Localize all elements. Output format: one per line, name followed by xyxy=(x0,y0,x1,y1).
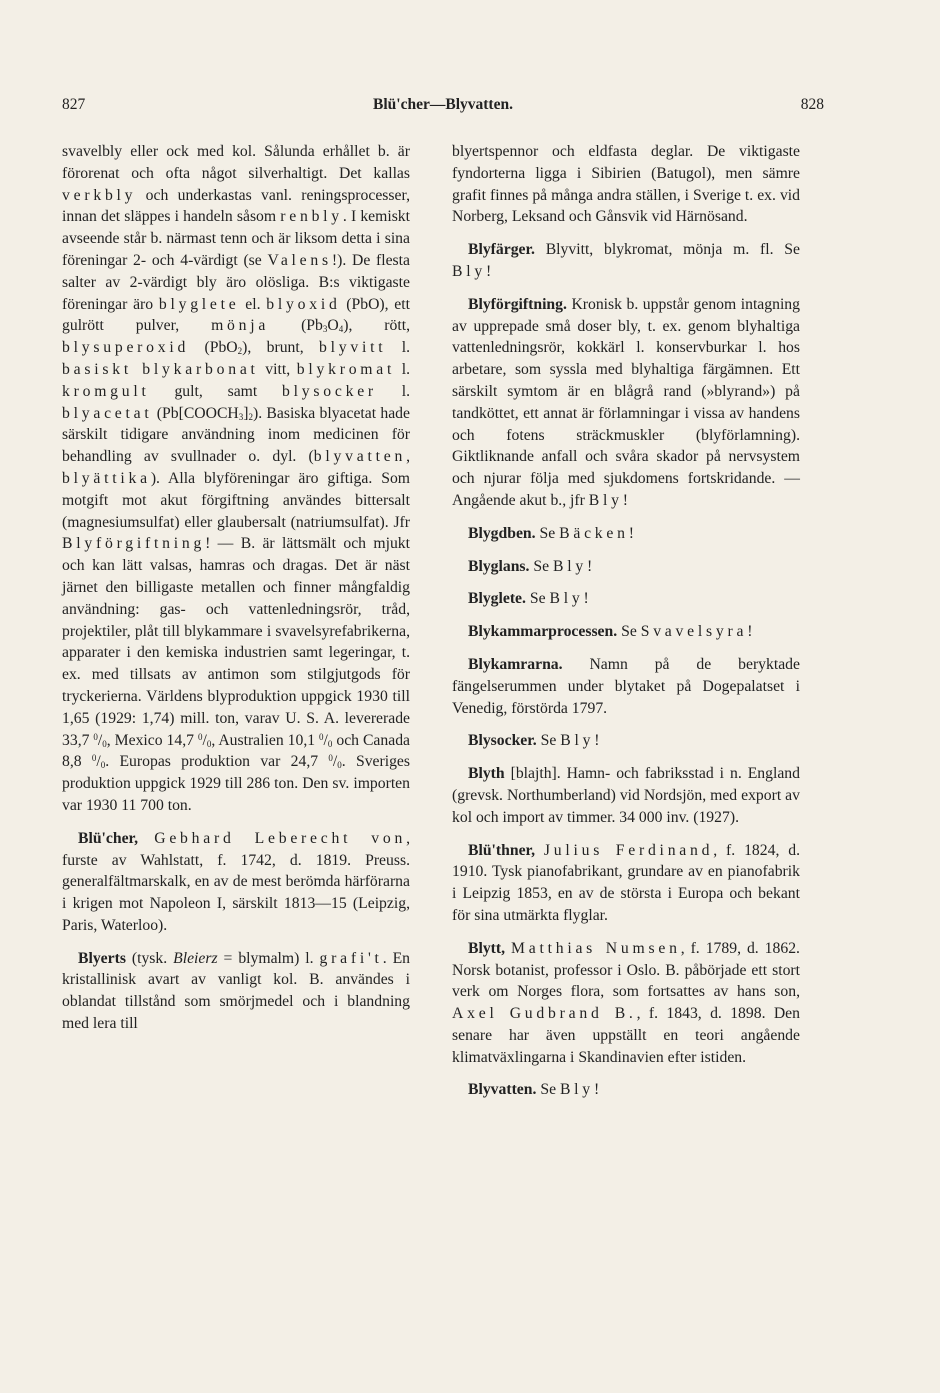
entry-text: (Pb[COOCH xyxy=(152,404,239,422)
entry-headword: Blykammarprocessen. xyxy=(468,623,618,641)
entry-text: 3 xyxy=(322,324,328,335)
spaced-term: renbly xyxy=(280,208,343,226)
entry-text: och Canada 8,8 xyxy=(62,731,411,771)
entry-blyth xyxy=(452,763,800,828)
entry-text: . Europas produktion var 24,7 xyxy=(105,753,329,771)
entry-text: 3 xyxy=(238,411,244,422)
entry-text: 0 xyxy=(319,731,324,742)
entry-blytt xyxy=(452,938,800,1069)
entry-text: O xyxy=(327,317,339,335)
entry-headword: Blykamrarna. xyxy=(468,655,563,673)
spaced-term: grafi't xyxy=(319,949,383,967)
entry-text: ! xyxy=(593,1081,600,1099)
spaced-term: Bly xyxy=(588,491,623,509)
spaced-term: blyglete xyxy=(158,295,240,313)
spaced-term: Gebhard Leberecht von xyxy=(154,829,407,847)
spaced-term: Valens xyxy=(267,251,332,269)
entry-text: . I kemiskt avseende står b. närmast tenn och är liksom detta i sina föreningar 2- och 4-värdigt (se xyxy=(62,208,411,269)
entry-text: / xyxy=(202,731,207,749)
entry-text: (tysk. xyxy=(125,949,174,967)
entry-text: ), brunt, xyxy=(242,339,320,357)
entry-text: , furste av Wahlstatt, f. 1742, d. 1819. Preuss. generalfältmarskalk, en av de mest berömda härförarna i krigen mot Napoleon I, särskilt 1813—15 (Leipzig, Paris, Waterloo). xyxy=(62,829,410,934)
entry-text: Blyvitt, blykromat, mönja m. fl. Se xyxy=(534,241,800,259)
spaced-term: Matthias Numsen xyxy=(511,939,681,957)
spaced-term: Bly xyxy=(553,557,587,575)
entry-blyerts xyxy=(62,948,410,1035)
entry-text: svavelbly eller ock med kol. Sålunda erhållet b. är förorenat och ofta något silverhaltigt. Det kallas xyxy=(62,143,410,182)
entry-bluthner xyxy=(452,840,800,927)
entry-text: . En kristallinisk avart av vanligt kol. B. användes i oblandat tillstånd som smörjmedel och i blandning med lera till xyxy=(62,949,410,1033)
entry-text: vitt, xyxy=(258,360,297,378)
spaced-term: Bly xyxy=(560,732,595,750)
entry-blucher xyxy=(62,828,410,937)
entry-bly_cont xyxy=(62,141,410,817)
entry-text: Se xyxy=(525,590,550,608)
spaced-term: blyvatten xyxy=(313,448,407,466)
entry-text: / xyxy=(97,731,103,749)
entry-text: l. xyxy=(376,382,410,400)
spaced-term: mönja xyxy=(211,317,270,335)
running-title: Blü'cher—Blyvatten. xyxy=(373,96,513,113)
entry-text: , f. 1843, d. 1898. Den senare har även uppställt en teori angående klimatväxlingarna i Skandinavien efter istiden. xyxy=(452,1005,800,1066)
entry-blyglans xyxy=(452,556,800,578)
entry-text: ), rött, xyxy=(343,317,411,335)
entry-text: gult, samt xyxy=(149,382,283,400)
spaced-term: Bly xyxy=(452,262,486,280)
entry-text: (Pb xyxy=(269,317,323,335)
entry-text: Se xyxy=(536,1081,560,1099)
entry-blyglete xyxy=(452,588,800,610)
spaced-term: Bäcken xyxy=(559,524,629,542)
entry-text xyxy=(535,842,544,859)
right-column xyxy=(452,141,800,1101)
spaced-term: Axel Gudbrand B. xyxy=(452,1005,637,1023)
spaced-term: blyacetat xyxy=(62,404,153,422)
entry-headword: Blyfärger. xyxy=(468,241,535,259)
entry-text: ! xyxy=(485,262,492,280)
entry-text: ). Alla blyföreningar äro giftiga. Som motgift mot akut förgiftning användes bittersalt (magnesiumsulfat) eller glaubersalt (natriumsulfat). Jfr xyxy=(62,469,410,531)
entry-blyfarger xyxy=(452,239,800,283)
page-number-right: 828 xyxy=(800,96,824,113)
spaced-term: Bly xyxy=(549,590,584,608)
entry-text: el. xyxy=(239,295,267,313)
entry-text: 0 xyxy=(93,731,98,742)
entry-headword: Blü'thner, xyxy=(468,841,535,859)
entry-blysocker xyxy=(452,730,800,752)
entry-headword: Blyvatten. xyxy=(468,1081,537,1099)
spaced-term: blysocker xyxy=(282,382,377,400)
entry-text: 0 xyxy=(337,760,342,771)
spaced-term: blyoxid xyxy=(266,295,341,313)
entry-text: Se xyxy=(617,623,641,641)
entry-text: 0 xyxy=(328,753,333,764)
entry-text: 4 xyxy=(338,324,344,335)
entry-text: ! xyxy=(583,590,589,608)
entry-text: = blymalm) l. xyxy=(217,949,320,967)
entry-text: Se xyxy=(536,732,561,750)
entry-text xyxy=(138,830,154,847)
entry-blykamrarna xyxy=(452,654,800,719)
spaced-term: blykromat xyxy=(296,360,396,378)
spaced-term: kromgult xyxy=(62,382,150,400)
entry-text: 0 xyxy=(91,753,97,764)
entry-blyerts_cont xyxy=(452,141,800,228)
spaced-term: basiskt blykarbonat xyxy=(62,360,259,378)
page-number-left: 827 xyxy=(62,96,86,113)
entry-blyvatten xyxy=(452,1079,800,1101)
entry-text: ! xyxy=(622,491,629,509)
entry-text: ! xyxy=(594,732,600,750)
entry-blygdben xyxy=(452,523,800,545)
entry-text: ). Basiska blyacetat hade särskilt tidigare användning inom medicinen för behandling av svullnader o. dyl. ( xyxy=(62,404,410,466)
entry-text: Se xyxy=(529,557,553,575)
entry-text: blyertspennor och eldfasta deglar. De viktigaste fyndorterna ligga i Sibirien (Batugol), men sämre grafit finnes på många andra ställen, i Sverige t. ex. vid Norberg, Leksand och Gånsvik vid Härnösand. xyxy=(452,143,800,226)
spaced-term: blysuperoxid xyxy=(62,339,190,357)
entry-text: ! xyxy=(747,623,753,641)
entry-text: 0 xyxy=(327,738,333,749)
entry-headword: Blyförgiftning. xyxy=(468,295,567,313)
entry-headword: Blyglete. xyxy=(468,590,526,608)
entry-text: / xyxy=(96,753,101,771)
entry-headword: Blyerts xyxy=(78,949,126,967)
entry-blyforgiftning xyxy=(452,294,800,512)
entry-text: 0 xyxy=(100,760,106,771)
entry-text: 2 xyxy=(248,411,253,422)
spaced-term: Bly xyxy=(559,1081,594,1099)
entry-text: , Australien 10,1 xyxy=(211,731,320,749)
spaced-term: blyättika xyxy=(62,469,151,487)
entry-text: ] xyxy=(243,404,249,422)
entry-text: Namn på de beryktade fängelserummen under blytaket på Dogepalatset i Venedig, förstörda 1797. xyxy=(452,655,800,717)
entry-text: 2 xyxy=(237,346,243,357)
spaced-term: blyvitt xyxy=(319,339,387,357)
entry-text: ! xyxy=(586,557,593,575)
entry-text: Bleierz xyxy=(173,949,218,967)
entry-text: och underkastas vanl. reningsprocesser, innan det släppes i handeln såsom xyxy=(62,186,410,226)
entry-headword: Blyth xyxy=(468,765,505,783)
entry-text: , xyxy=(406,448,410,466)
entry-headword: Blü'cher, xyxy=(78,829,138,847)
entry-headword: Blyglans. xyxy=(468,557,530,575)
spaced-term: Julius Ferdinand xyxy=(543,841,714,859)
entry-headword: Blygdben. xyxy=(468,524,536,542)
page-header xyxy=(62,96,824,120)
spaced-term: Svavelsyra xyxy=(640,623,748,641)
left-column xyxy=(62,141,410,1035)
entry-text: , f. 1824, d. 1910. Tysk pianofabrikant, grundare av en pianofabrik i Leipzig 1853, en av de största i Europa och bekant för sina utmärkta flyglar. xyxy=(452,841,801,924)
entry-text: l. xyxy=(395,360,411,378)
entry-text: (PbO), ett gulrött pulver, xyxy=(62,295,410,335)
entry-text: Se xyxy=(535,524,560,542)
entry-text: / xyxy=(332,753,338,771)
entry-text: 0 xyxy=(197,731,203,742)
entry-text: 0 xyxy=(206,738,212,749)
entry-text: l. xyxy=(386,339,411,357)
entry-text: , Mexico 14,7 xyxy=(106,731,198,749)
spaced-term: Blyförgiftning xyxy=(62,535,206,553)
entry-text: [blajth]. Hamn- och fabriksstad i n. England (grevsk. Northumberland) vid Nordsjön, med export av kol och import av timmer. 34 000 inv. (1927). xyxy=(452,765,800,826)
entry-blykammarprocessen xyxy=(452,621,800,643)
entry-text: ! — B. är lättsmält och mjukt och kan lätt valsas, hamras och dragas. Det är näst järnet den billigaste metallen och finner mångfaldig användning: gas- och vattenledningsrör, tråd, projektiler, plåt till blykammare i svavelsyrefabrikerna, apparater i den kemiska industrien samt legeringar, t. ex. med tillsats av antimon som stilgjutgods för tryckerierna. Världens blyproduktion uppgick 1930 till 1,65 (1929: 1,74) mill. ton, varav U. S. A. levererade 33,7 xyxy=(62,535,410,749)
entry-headword: Blysocker. xyxy=(468,732,537,750)
spaced-term: verkbly xyxy=(62,186,137,204)
entry-headword: Blytt, xyxy=(468,939,506,957)
entry-text: 0 xyxy=(102,738,107,749)
entry-text: Kronisk b. uppstår genom intagning av upprepade små doser bly, t. ex. genom blyhaltiga vattenledningsrör, kokkärl l. konservburkar l. hos arbetare, som syssla med blyhaltiga färgämnen. Ett särskilt symtom är en blågrå rand (»blyrand») på tandköttet, ett annat är förlamningar i vissa av handens och fotens sträckmuskler (blyförlamning). Giktliknande anfall och svåra skador på nervsystem och njurar följa med sjukdomens fortskridande. — Angående akut b., jfr xyxy=(452,295,800,509)
entry-text: (PbO xyxy=(189,339,238,357)
entry-text: !). De flesta salter av 2-värdigt bly äro olösliga. B:s viktigaste föreningar äro xyxy=(62,251,410,313)
entry-text: , f. 1789, d. 1862. Norsk botanist, professor i Oslo. B. påbörjade ett stort verk om Norges flora, som fortsattes av hans son, xyxy=(452,939,800,1001)
entry-text: . Sveriges produktion uppgick 1929 till 286 ton. Den sv. importen var 1930 11 700 ton. xyxy=(62,753,410,814)
entry-text: / xyxy=(323,731,328,749)
entry-text: ! xyxy=(628,524,634,542)
